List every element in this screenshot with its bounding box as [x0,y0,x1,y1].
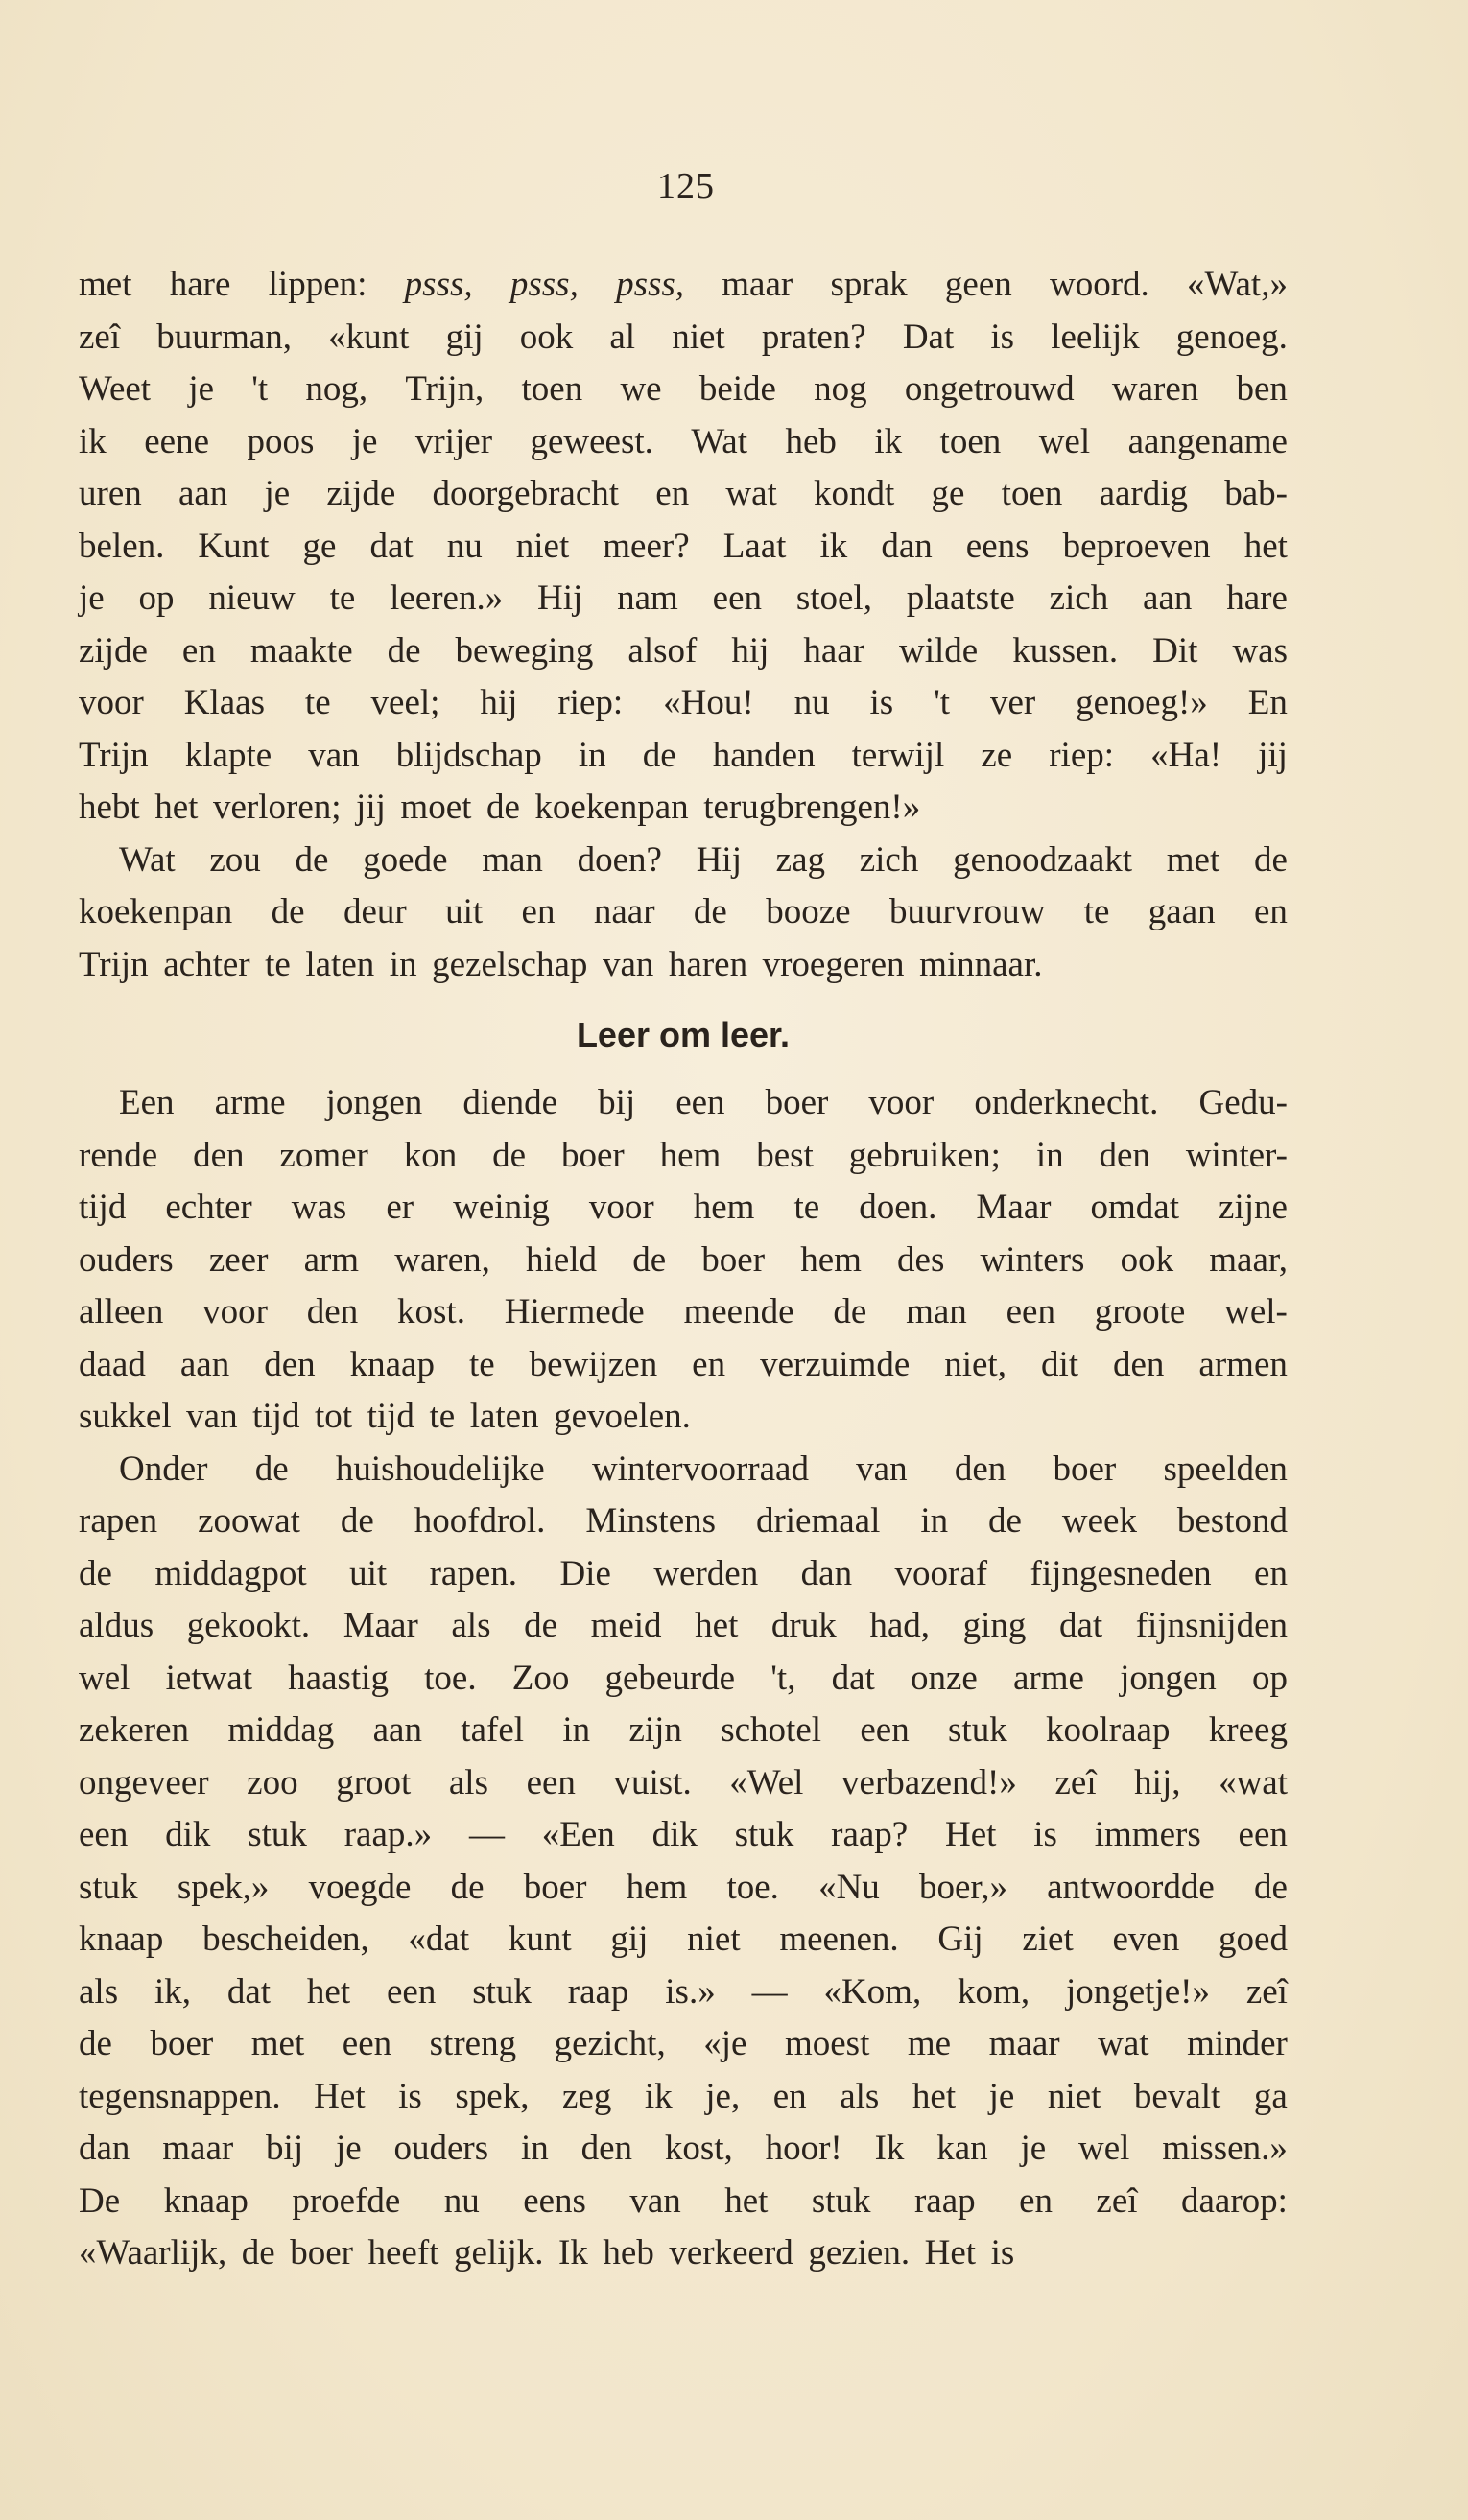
text-line: hebt het verloren; jij moet de koekenpan terugbrengen!» [79,788,921,827]
paragraph [79,835,1288,992]
text-line: belen. Kunt ge dat nu niet meer? Laat ik dan eens beproeven het [79,526,1288,566]
text-line: tegensnappen. Het is spek, zeg ik je, en als het je niet bevalt ga [79,2076,1288,2116]
text-line: ik eene poos je vrijer geweest. Wat heb ik toen wel aangename [79,421,1288,461]
text-line: De knaap proefde nu eens van het stuk raap en zeî daarop: [79,2180,1288,2221]
text-line: je op nieuw te leeren.» Hij nam een stoel, plaatste zich aan hare [79,578,1288,618]
text-line: koekenpan de deur uit en naar de booze buurvrouw te gaan en [79,892,1288,931]
text-line: tijd echter was er weinig voor hem te doen. Maar omdat zijne [79,1188,1288,1227]
text-line: sukkel van tijd tot tijd te laten gevoelen. [79,1397,691,1436]
text-line: alleen voor den kost. Hiermede meende de man een groote wel- [79,1292,1288,1331]
page-number: 125 [657,166,715,206]
text-line: zeî buurman, «kunt gij ook al niet praten? Dat is leelijk genoeg. [79,317,1288,357]
text-line: aldus gekookt. Maar als de meid het druk had, ging dat fijnsnijden [79,1606,1288,1645]
text-line: uren aan je zijde doorgebracht en wat kondt ge toen aardig bab- [79,474,1288,513]
body-text [79,259,1288,2280]
text-line: de boer met een streng gezicht, «je moest me maar wat minder [79,2024,1288,2063]
text-line: een dik stuk raap.» — «Een dik stuk raap? Het is immers een [79,1815,1288,1854]
paragraph [79,1077,1288,1444]
text-line: Trijn klapte van blijdschap in de handen terwijl ze riep: «Ha! jij [79,735,1288,775]
text-line: stuk spek,» voegde de boer hem toe. «Nu boer,» antwoordde de [79,1867,1288,1907]
text-line: Onder de huishoudelijke wintervoorraad van den boer speelden [119,1448,1288,1489]
text-line: zekeren middag aan tafel in zijn schotel een stuk koolraap kreeg [79,1710,1288,1750]
text-line: rende den zomer kon de boer hem best gebruiken; in den winter- [79,1135,1288,1175]
paragraph [79,1444,1288,2280]
text-line: knaap bescheiden, «dat kunt gij niet meenen. Gij ziet even goed [79,1919,1288,1959]
text-line: met hare lippen: psss, psss, psss, maar sprak geen woord. «Wat,» [79,265,1288,304]
section-heading: Leer om leer. [576,1015,791,1054]
text-line: Weet je 't nog, Trijn, toen we beide nog ongetrouwd waren ben [79,369,1288,409]
text-line: ongeveer zoo groot als een vuist. «Wel verbazend!» zeî hij, «wat [79,1762,1288,1802]
text-line: dan maar bij je ouders in den kost, hoor! Ik kan je wel missen.» [79,2129,1288,2168]
text-line: als ik, dat het een stuk raap is.» — «Kom, kom, jongetje!» zeî [79,1971,1288,2012]
paragraph [79,259,1288,835]
text-line: ouders zeer arm waren, hield de boer hem des winters ook maar, [79,1239,1288,1280]
text-line: rapen zoowat de hoofdrol. Minstens driemaal in de week bestond [79,1501,1288,1541]
text-line: Wat zou de goede man doen? Hij zag zich genoodzaakt met de [119,839,1288,880]
text-line: daad aan den knaap te bewijzen en verzuimde niet, dit den armen [79,1344,1288,1384]
text-line: Een arme jongen diende bij een boer voor onderknecht. Gedu- [119,1083,1288,1122]
text-line: de middagpot uit rapen. Die werden dan vooraf fijngesneden en [79,1553,1288,1593]
text-line: Trijn achter te laten in gezelschap van haren vroegeren minnaar. [79,944,1043,984]
text-line: zijde en maakte de beweging alsof hij haar wilde kussen. Dit was [79,630,1288,671]
text-line: «Waarlijk, de boer heeft gelijk. Ik heb verkeerd gezien. Het is [79,2233,1015,2273]
text-line: voor Klaas te veel; hij riep: «Hou! nu is 't ver genoeg!» En [79,683,1288,722]
text-line: wel ietwat haastig toe. Zoo gebeurde 't, dat onze arme jongen op [79,1658,1288,1698]
